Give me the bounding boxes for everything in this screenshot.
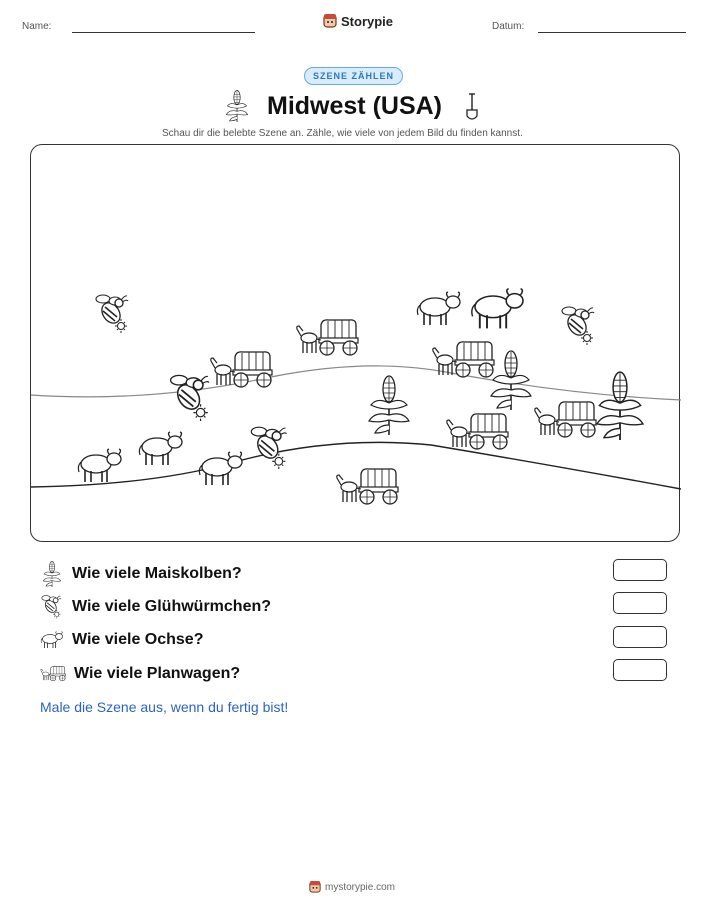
front-hill-line bbox=[31, 442, 681, 489]
question-text: Wie viele Ochse? bbox=[72, 631, 204, 648]
covered-wagon bbox=[337, 469, 398, 504]
date-line[interactable] bbox=[538, 32, 686, 33]
worksheet-type-badge: SZENE ZÄHLEN bbox=[304, 67, 403, 85]
footer-site bbox=[309, 880, 395, 894]
coloring-instruction: Male die Szene aus, wenn du fertig bist! bbox=[40, 699, 289, 715]
firefly bbox=[251, 427, 286, 469]
ox bbox=[139, 432, 182, 465]
question-wagon bbox=[40, 661, 240, 687]
question-text: Wie viele Maiskolben? bbox=[72, 565, 242, 582]
ox bbox=[78, 449, 121, 482]
answer-box-firefly[interactable] bbox=[613, 592, 667, 614]
firefly-icon bbox=[40, 594, 64, 620]
storypie-mascot-icon bbox=[323, 13, 337, 29]
question-text: Wie viele Planwagen? bbox=[74, 665, 241, 682]
question-corn bbox=[40, 561, 242, 587]
site-url[interactable]: mystorypie.com bbox=[325, 881, 396, 893]
firefly bbox=[171, 375, 209, 421]
date-label: Datum: bbox=[492, 21, 525, 32]
answer-box-wagon[interactable] bbox=[613, 659, 667, 681]
covered-wagon bbox=[211, 352, 272, 387]
covered-wagon bbox=[447, 414, 508, 449]
shovel-icon bbox=[462, 92, 482, 122]
firefly bbox=[96, 295, 128, 333]
covered-wagon bbox=[297, 320, 358, 355]
ox-icon bbox=[40, 627, 64, 653]
scene-drawing bbox=[31, 145, 681, 543]
answer-box-corn[interactable] bbox=[613, 559, 667, 581]
answer-box-ox[interactable] bbox=[613, 626, 667, 648]
covered-wagon-icon bbox=[40, 661, 66, 687]
corn bbox=[597, 372, 643, 440]
ox bbox=[417, 292, 460, 325]
question-ox bbox=[40, 627, 203, 653]
corn-icon bbox=[40, 561, 64, 587]
brand-logo bbox=[323, 13, 393, 29]
corn bbox=[491, 351, 531, 410]
firefly bbox=[562, 307, 594, 345]
ox bbox=[199, 452, 242, 485]
covered-wagon bbox=[535, 402, 596, 437]
brand-name: Storypie bbox=[341, 13, 394, 29]
question-firefly bbox=[40, 594, 271, 620]
corn bbox=[369, 376, 409, 435]
name-line[interactable] bbox=[72, 32, 255, 33]
page-title: Midwest (USA) bbox=[267, 92, 442, 120]
back-hill-line bbox=[31, 366, 681, 400]
name-label: Name: bbox=[22, 21, 52, 32]
corn-icon bbox=[226, 90, 248, 122]
question-text: Wie viele Glühwürmchen? bbox=[72, 598, 272, 615]
instructions: Schau dir die belebte Szene an. Zähle, wie viele von jedem Bild du finden kannst. bbox=[162, 128, 523, 139]
storypie-mascot-icon bbox=[309, 880, 321, 894]
counting-scene bbox=[30, 144, 680, 542]
ox bbox=[472, 289, 523, 329]
